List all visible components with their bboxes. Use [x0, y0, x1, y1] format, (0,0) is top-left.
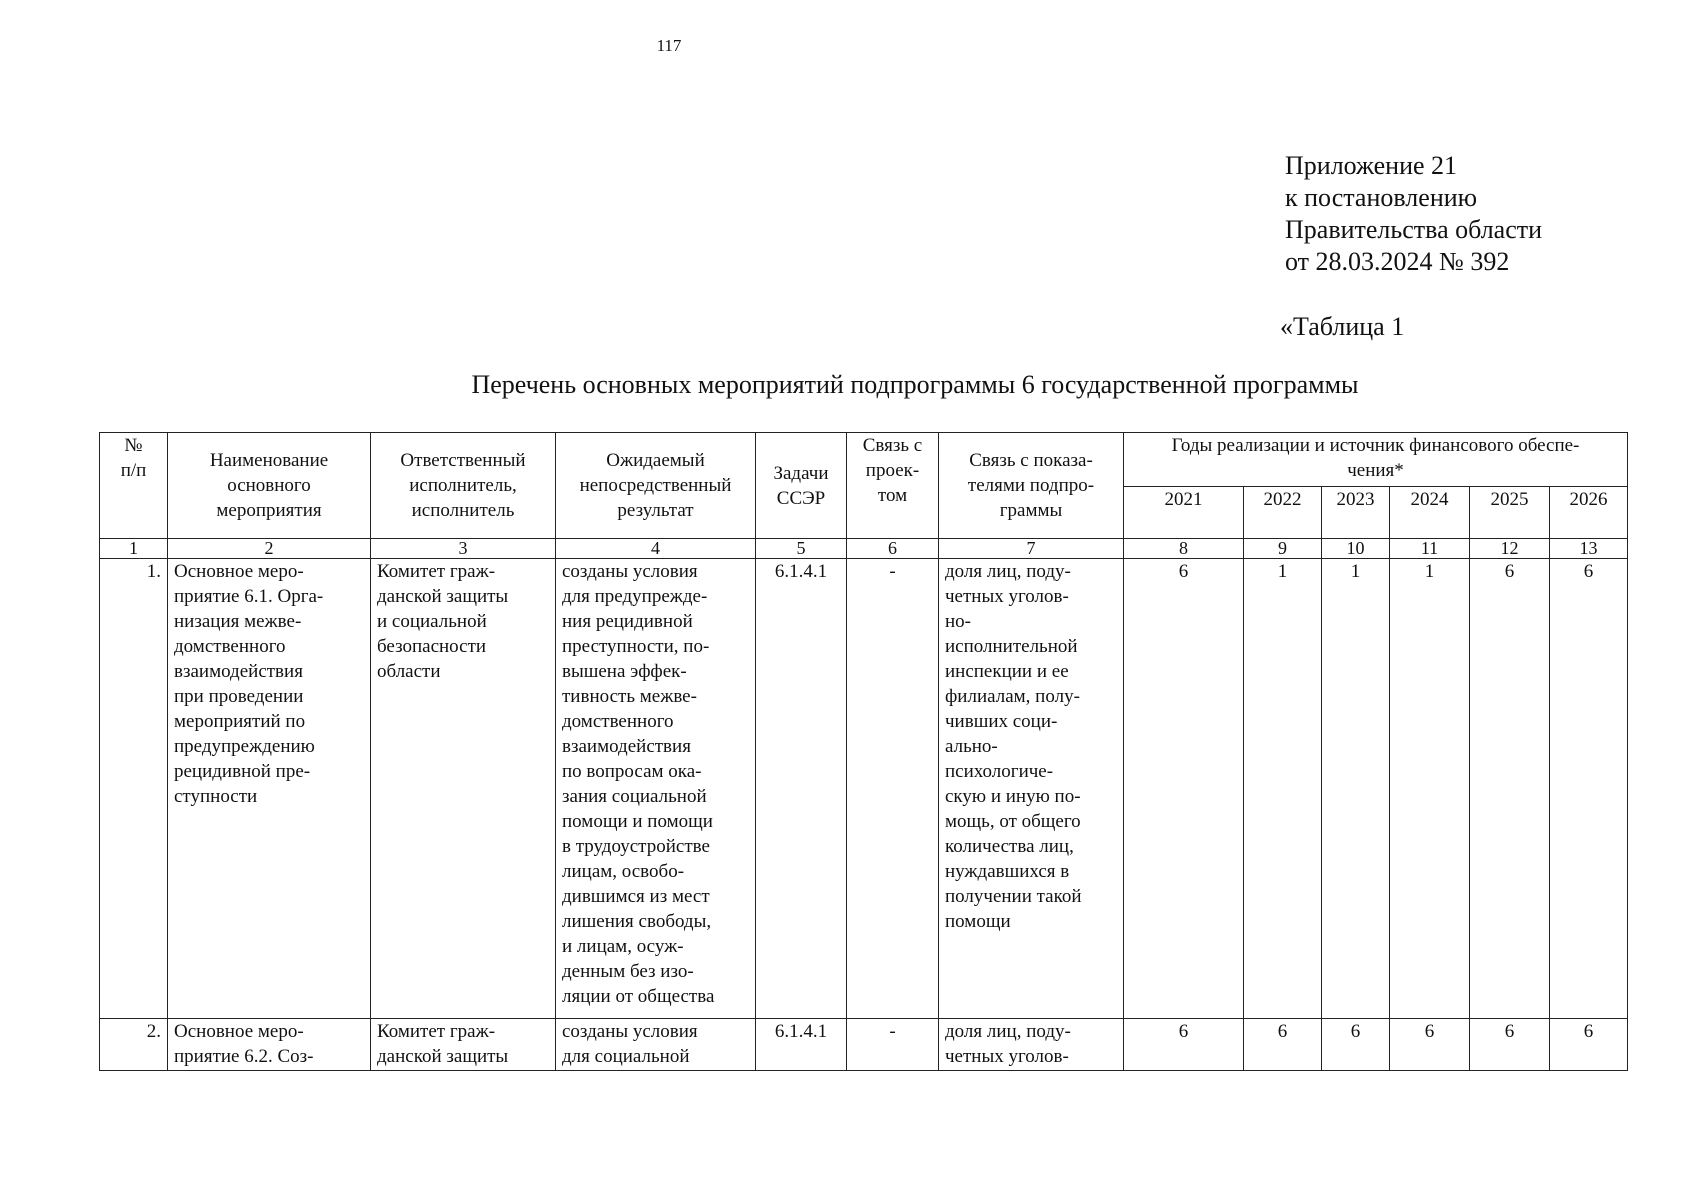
ssep-tasks: 6.1.4.1: [756, 559, 847, 1019]
column-number: 4: [556, 539, 756, 559]
measures-table: [99, 432, 1628, 1071]
column-number: 12: [1470, 539, 1550, 559]
year-value: 6: [1322, 1019, 1390, 1071]
header-tasks: Задачи ССЭР: [756, 433, 847, 539]
column-number: 2: [168, 539, 371, 559]
column-number: 13: [1550, 539, 1628, 559]
column-number: 8: [1124, 539, 1244, 559]
header-indicators: Связь с показа- телями подпро- граммы: [939, 433, 1124, 539]
year-value: 6: [1470, 1019, 1550, 1071]
column-number: 3: [371, 539, 556, 559]
measure-name: Основное меро- приятие 6.2. Соз-: [168, 1019, 371, 1071]
page-number: 117: [656, 36, 682, 55]
header-row: [100, 433, 1628, 487]
responsible-executor: Комитет граж- данской защиты: [371, 1019, 556, 1071]
year-value: 6: [1550, 559, 1628, 1019]
column-number: 5: [756, 539, 847, 559]
appendix-line: Правительства области: [1285, 215, 1543, 244]
measure-name: Основное меро- приятие 6.1. Орга- низация межве- домственного взаимодействия при проведении мероприятий по предупреждению рецидивной пре- ступности: [168, 559, 371, 1019]
table-label: «Таблица 1: [1280, 312, 1405, 341]
row-number: 2.: [100, 1019, 168, 1071]
year-value: 1: [1390, 559, 1470, 1019]
header-project: Связь с проек- том: [847, 433, 939, 539]
year-value: 6: [1470, 559, 1550, 1019]
year-value: 1: [1244, 559, 1322, 1019]
year-value: 6: [1390, 1019, 1470, 1071]
table-row: [100, 1019, 1628, 1071]
row-number: 1.: [100, 559, 168, 1019]
appendix-block: [1285, 150, 1542, 278]
column-number: 11: [1390, 539, 1470, 559]
header-result: Ожидаемый непосредственный результат: [556, 433, 756, 539]
header-year: 2025: [1470, 487, 1550, 539]
document-title: Перечень основных мероприятий подпрограммы 6 государственной программы: [471, 370, 1359, 399]
header-year: 2021: [1124, 487, 1244, 539]
indicator-link: доля лиц, поду- четных уголов-: [939, 1019, 1124, 1071]
year-value: 1: [1322, 559, 1390, 1019]
header-years-group: Годы реализации и источник финансового обеспе- чения*: [1124, 433, 1628, 487]
column-number: 9: [1244, 539, 1322, 559]
header-year: 2024: [1390, 487, 1470, 539]
expected-result: созданы условия для предупрежде- ния рецидивной преступности, по- вышена эффек- тивность межве- домственного взаимодействия по вопросам ока- зания социальной помощи и помощи в трудоустройстве лицам, освобо- дившимся из мест лишения свободы, и лицам, осуж- денным без изо- ляции от общества: [556, 559, 756, 1019]
indicator-link: доля лиц, поду- четных уголов- но- исполнительной инспекции и ее филиалам, полу- чивших соци- ально- психологиче- скую и иную по- мощь, от общего количества лиц, нуждавшихся в получении такой помощи: [939, 559, 1124, 1019]
responsible-executor: Комитет граж- данской защиты и социальной безопасности области: [371, 559, 556, 1019]
appendix-line: от 28.03.2024 № 392: [1285, 247, 1510, 276]
header-year: 2026: [1550, 487, 1628, 539]
table-row: [100, 559, 1628, 1019]
header-year: 2023: [1322, 487, 1390, 539]
column-number: 6: [847, 539, 939, 559]
year-value: 6: [1244, 1019, 1322, 1071]
project-link: -: [847, 1019, 939, 1071]
project-link: -: [847, 559, 939, 1019]
header-name: Наименование основного мероприятия: [168, 433, 371, 539]
expected-result: созданы условия для социальной: [556, 1019, 756, 1071]
header-num: № п/п: [100, 433, 168, 539]
header-year: 2022: [1244, 487, 1322, 539]
column-number: 10: [1322, 539, 1390, 559]
year-value: 6: [1124, 559, 1244, 1019]
ssep-tasks: 6.1.4.1: [756, 1019, 847, 1071]
column-numbers-row: [100, 539, 1628, 559]
year-value: 6: [1550, 1019, 1628, 1071]
column-number: 7: [939, 539, 1124, 559]
appendix-line: к постановлению: [1285, 183, 1478, 212]
year-value: 6: [1124, 1019, 1244, 1071]
header-responsible: Ответственный исполнитель, исполнитель: [371, 433, 556, 539]
column-number: 1: [100, 539, 168, 559]
appendix-line: Приложение 21: [1285, 151, 1458, 180]
